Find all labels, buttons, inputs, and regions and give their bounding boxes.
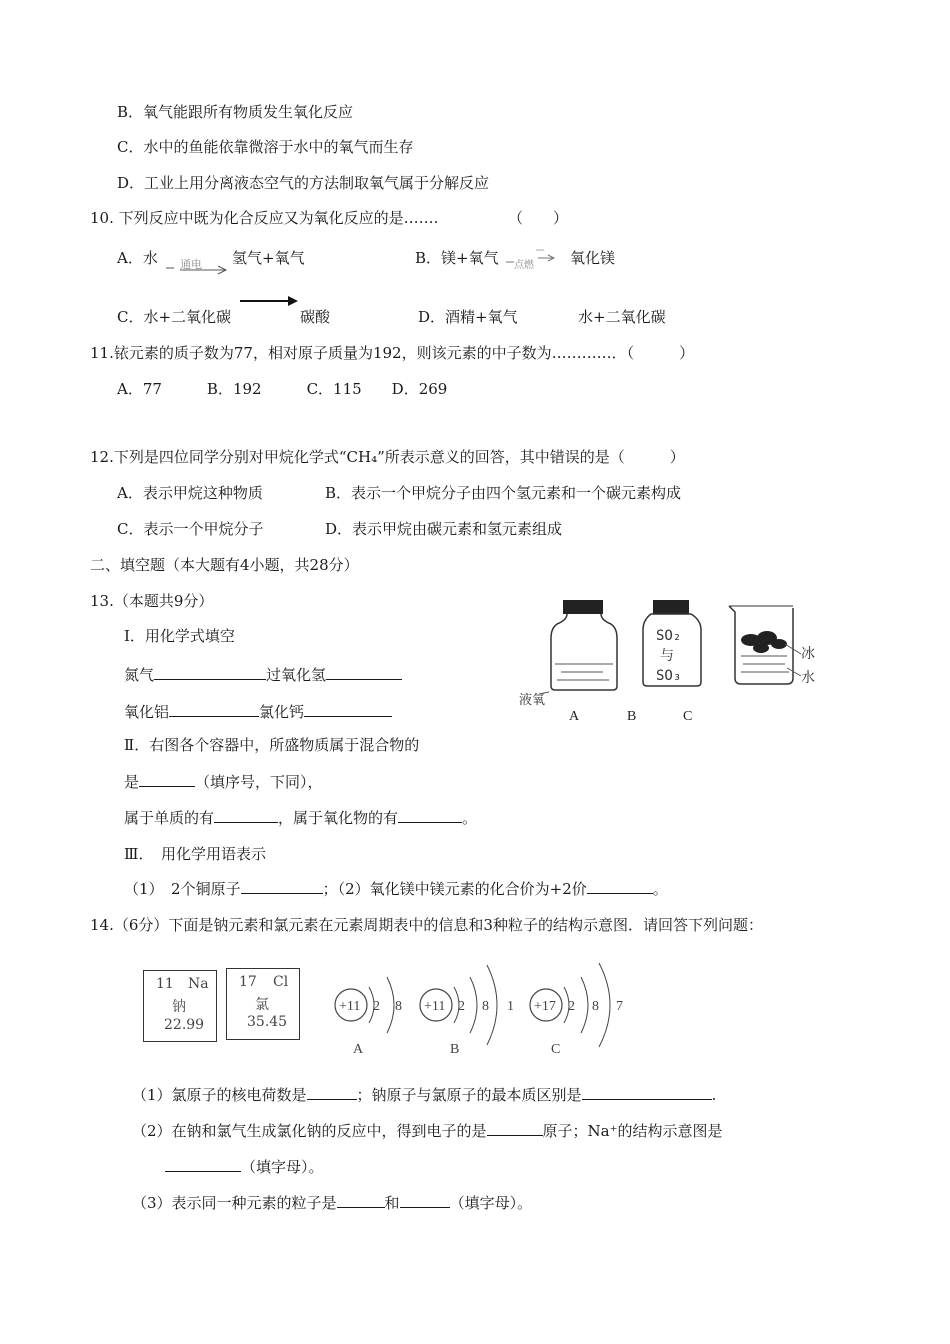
atom-a-shell-1: 2 [373, 999, 380, 1014]
q9-option-d: D．工业上用分离液态空气的方法制取氧气属于分解反应 [117, 174, 490, 192]
mg-valence-blank[interactable] [587, 878, 653, 894]
s1-end: . [711, 1086, 717, 1104]
q13-part1: Ⅰ．用化学式填空 [124, 627, 235, 645]
period: 。 [462, 809, 478, 827]
nitrogen-blank[interactable] [154, 664, 266, 680]
label-a: A [569, 709, 580, 724]
q10-option-a-condition: 通电 [180, 258, 202, 271]
difference-blank[interactable] [582, 1084, 712, 1100]
s3-b: 和 [384, 1194, 400, 1212]
same-element-blank-1[interactable] [337, 1192, 385, 1208]
q12-stem: 12.下列是四位同学分别对甲烷化学式“CH₄”所表示意义的回答，其中错误的是（ ） [90, 448, 685, 466]
cl-symbol: Cl [273, 974, 289, 990]
part2-post: （填序号，下同）， [195, 773, 323, 791]
q12-option-d: D．表示甲烷由碳元素和氢元素组成 [325, 520, 563, 538]
atom-a-nucleus: +11 [339, 999, 361, 1014]
period: 。 [652, 880, 668, 898]
s2-b: 原子；Na⁺的结构示意图是 [542, 1122, 723, 1140]
jar-b-text-1: SO₂ [656, 628, 682, 644]
water-label: 水 [801, 670, 815, 686]
copper-atoms-label: （1） 2个铜原子 [124, 880, 241, 898]
q14-sub2-cont [165, 1156, 324, 1177]
gain-electron-blank[interactable] [487, 1120, 543, 1136]
q11-stem: 11.铱元素的质子数为77，相对原子质量为192，则该元素的中子数为…………．（ ） [90, 344, 695, 362]
q12-option-b: B．表示一个甲烷分子由四个氢元素和一个碳元素构成 [325, 484, 682, 502]
q10-option-a-arrow [160, 262, 230, 276]
atom-b [420, 965, 514, 1057]
q13-part3: Ⅲ． 用化学用语表示 [124, 845, 266, 863]
liquid-oxygen-label: 液氧 [519, 693, 546, 708]
jar-b-text-3: SO₃ [656, 668, 682, 684]
copper-atoms-blank[interactable] [241, 878, 323, 894]
atom-c-shell-1: 2 [568, 999, 575, 1014]
atom-a-shell-2: 8 [395, 999, 402, 1014]
q10-option-b-left: B．镁+氧气 [415, 249, 499, 267]
q10-option-b-arrow [502, 244, 558, 268]
q14-sub2 [132, 1120, 723, 1141]
na-mass: 22.99 [164, 1017, 205, 1033]
q10-answer-paren: （ ） [508, 209, 569, 227]
jar-b-text-2: 与 [660, 648, 674, 664]
sodium-card [143, 970, 217, 1042]
atom-diagrams [325, 955, 645, 1065]
q10-option-c-arrow [238, 294, 300, 308]
containers-figure [505, 598, 825, 728]
alumina-blank[interactable] [169, 701, 259, 717]
q10-option-c-right: 碳酸 [300, 308, 331, 326]
mg-valence-label: ；（2）氧化镁中镁元素的化合价为+2价 [322, 880, 587, 898]
q10-option-b-condition: 点燃 [514, 260, 534, 271]
na-symbol: Na [188, 976, 209, 992]
q13-part2-line3 [124, 807, 477, 828]
q10-option-c-left: C．水+二氧化碳 [117, 308, 232, 326]
jar-a [539, 600, 617, 694]
q10-option-d-left: D．酒精+氧气 [418, 308, 518, 326]
q10-option-a-left: A．水 [117, 249, 158, 267]
atom-b-nucleus: +11 [424, 999, 446, 1014]
nitrogen-label: 氮气 [124, 666, 155, 684]
q14-sub3 [132, 1192, 532, 1213]
s3-c: （填字母）。 [449, 1194, 533, 1212]
calcium-chloride-label: 氯化钙 [259, 703, 305, 721]
mixture-blank[interactable] [139, 771, 195, 787]
q10-option-d-right: 水+二氧化碳 [578, 308, 666, 326]
atom-a [335, 977, 402, 1057]
atom-c-nucleus: +17 [534, 999, 556, 1014]
section-2-heading: 二、填空题（本大题有4小题，共28分） [90, 556, 359, 574]
cl-number: 17 [239, 974, 257, 990]
q13-line-alumina [124, 701, 392, 722]
atom-b-shell-2: 8 [482, 999, 489, 1014]
na-name: 钠 [172, 999, 186, 1015]
element-pre: 属于单质的有 [124, 809, 215, 827]
na-ion-blank[interactable] [165, 1156, 241, 1172]
q9-option-c: C．水中的鱼能依靠微溶于水中的氧气而生存 [117, 138, 414, 156]
cl-name: 氯 [255, 997, 269, 1013]
na-number: 11 [156, 976, 174, 992]
atom-c-shell-3: 7 [616, 999, 623, 1014]
q14-sub1 [132, 1084, 716, 1105]
peroxide-label: 过氧化氢 [266, 666, 327, 684]
alumina-label: 氧化铝 [124, 703, 170, 721]
chlorine-card [226, 968, 300, 1040]
q14-stem: 14.（6分）下面是钠元素和氯元素在元素周期表中的信息和3种粒子的结构示意图．请回答下列问题： [90, 916, 763, 934]
q11-options: A．77 B．192 C．115 D．269 [117, 380, 448, 398]
s2-a: （2）在钠和氯气生成氯化钠的反应中，得到电子的是 [132, 1122, 487, 1140]
q12-option-c: C．表示一个甲烷分子 [117, 520, 264, 538]
same-element-blank-2[interactable] [400, 1192, 450, 1208]
q10-option-b-right: 氧化镁 [570, 249, 616, 267]
q13-line-nitrogen [124, 664, 402, 685]
q12-option-a: A．表示甲烷这种物质 [117, 484, 263, 502]
part2-pre: 是 [124, 773, 140, 791]
element-blank[interactable] [214, 807, 278, 823]
atom-c-shell-2: 8 [592, 999, 599, 1014]
label-c: C [683, 709, 693, 724]
atom-b-label: B [450, 1042, 460, 1057]
cl-charge-blank[interactable] [307, 1084, 357, 1100]
oxide-blank[interactable] [398, 807, 462, 823]
atom-c [530, 963, 623, 1057]
s3-a: （3）表示同一种元素的粒子是 [132, 1194, 337, 1212]
calcium-chloride-blank[interactable] [304, 701, 392, 717]
s1-a: （1）氯原子的核电荷数是 [132, 1086, 307, 1104]
q13-part3-line [124, 878, 668, 899]
beaker-c [729, 606, 801, 684]
q13-stem: 13.（本题共9分） [90, 592, 214, 610]
q10-stem: 10. 下列反应中既为化合反应又为氧化反应的是……. [90, 209, 439, 227]
atom-b-shell-1: 2 [458, 999, 465, 1014]
peroxide-blank[interactable] [326, 664, 402, 680]
q9-option-b: B．氧气能跟所有物质发生氧化反应 [117, 103, 354, 121]
s1-b: ；钠原子与氯原子的最本质区别是 [356, 1086, 582, 1104]
ice-label: 冰 [801, 646, 815, 662]
q10-option-a-right: 氢气+氧气 [232, 249, 305, 267]
s2-c: （填字母）。 [241, 1158, 324, 1176]
cl-mass: 35.45 [247, 1014, 288, 1030]
atom-b-shell-3: 1 [507, 999, 514, 1014]
q13-part2-line1: Ⅱ．右图各个容器中，所盛物质属于混合物的 [124, 736, 420, 754]
oxide-pre: ，属于氧化物的有 [278, 809, 399, 827]
label-b: B [627, 709, 637, 724]
atom-a-label: A [353, 1042, 364, 1057]
atom-c-label: C [551, 1042, 561, 1057]
q13-part2-line2 [124, 771, 323, 792]
